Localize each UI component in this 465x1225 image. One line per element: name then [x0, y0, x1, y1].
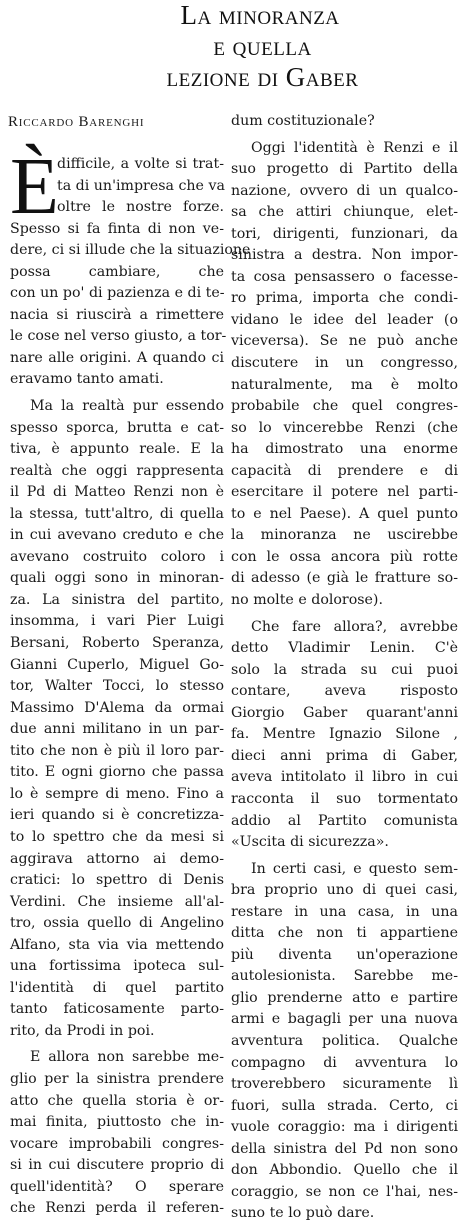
article-line: Alfano, sta via via mettendo	[10, 936, 224, 953]
article-line: cratici: lo spettro di Denis	[10, 872, 224, 889]
article-line: dum costituzionale?	[231, 113, 375, 129]
article-line: rito, da Prodi in poi.	[10, 1022, 155, 1039]
article-line: tor, Walter Tocci, lo stesso	[10, 678, 224, 695]
article-column-right	[231, 111, 458, 1225]
article-line: to lo spettro che da mesi si	[10, 828, 224, 845]
article-line: possa cambiare, che	[10, 263, 224, 280]
article-line: ieri quando si è concretizza-	[10, 807, 224, 824]
article-line: insomma, i vari Pier Luigi	[10, 613, 224, 630]
article-line: glio per la sinistra prendere	[10, 1070, 224, 1087]
article-line: «Uscita di sicurezza».	[231, 834, 389, 851]
article-line: atto che quella storia è or-	[10, 1092, 224, 1109]
article-line: tiva, è appunto reale. E la	[10, 441, 224, 458]
article-line: ha dimostrato una enorme	[231, 441, 458, 458]
article-line: contare, aveva risposto	[231, 683, 458, 700]
article-line: avventura politica. Qualche	[231, 1032, 458, 1049]
article-line: racconta il suo tormentato	[231, 790, 458, 807]
article-line: le cose nel verso giusto, a tor-	[10, 328, 227, 345]
article-line: tanto faticosamente parto-	[10, 1001, 224, 1018]
article-line: compagno di avventura lo	[231, 1054, 458, 1071]
article-line: della sinistra del Pd non sono	[231, 1140, 458, 1157]
article-line: esercitare il potere nel parti-	[231, 484, 458, 501]
article-line: Oggi l'identità è Renzi e il	[251, 139, 458, 156]
article-line: si in cui discutere proprio di	[10, 1157, 224, 1174]
article-line: tito che non è più il loro par-	[10, 742, 224, 759]
article-line: realtà che oggi rappresenta	[10, 462, 224, 479]
article-line: Verdini. Che insieme all'al-	[10, 893, 224, 910]
article-line: to e nel Paese). A quel punto	[231, 505, 458, 522]
article-line: coraggio, se non ce l'hai, nes-	[231, 1183, 458, 1200]
article-line: suno te lo può dare.	[231, 1205, 375, 1222]
article-line: la stessa, tutt'altro, di quella	[10, 505, 224, 522]
article-line: armi e bagagli per una nuova	[231, 1011, 458, 1028]
article-line: Ma la realtà pur essendo	[30, 398, 224, 415]
article-line: nare alle origini. A quando ci	[10, 349, 224, 366]
headline-line-1: La minoranza	[180, 0, 340, 30]
article-line: addio al Partito comunista	[231, 812, 458, 829]
article-line: za. La sinistra del partito,	[10, 591, 224, 608]
article-line: difficile, a volte si trat-	[57, 156, 224, 172]
article-line: dere, ci si illude che la situazione	[10, 242, 251, 259]
article-line: In certi casi, e questo sem-	[251, 860, 458, 877]
article-line: ditta che non ti appartiene	[231, 925, 458, 942]
article-line: fuori, sulla strada. Certo, ci	[231, 1097, 458, 1114]
article-line: tori, dirigenti, funzionari, da	[231, 225, 458, 242]
headline	[0, 0, 465, 93]
article-line: l'identità di quel partito	[10, 979, 224, 996]
article-line: sinistra a destra. Non impor-	[231, 247, 458, 264]
article-line: quell'identità? O sperare	[10, 1178, 224, 1195]
article-line: avevano costruito coloro i	[10, 548, 224, 565]
article-line: dieci anni prima di Gaber,	[231, 747, 458, 764]
article-line: Massimo D'Alema da ormai	[10, 699, 224, 716]
article-line: tito. E ogni giorno che passa	[10, 764, 224, 781]
article-line: suo progetto di Partito della	[231, 161, 458, 178]
article-line: so lo vincerebbe Renzi (che	[231, 419, 458, 436]
article-line: viceversa). Se ne può anche	[231, 333, 458, 350]
article-line: che Renzi perda il referen-	[10, 1200, 224, 1217]
article-line: due anni militano in un par-	[10, 721, 224, 738]
article-line: sa che attiri chiunque, elet-	[231, 204, 458, 221]
article-line: più diventa un'operazione	[231, 946, 458, 963]
article-line: autolesionista. Sarebbe me-	[231, 968, 458, 985]
article-line: tro, ossia quello di Angelino	[10, 915, 224, 932]
article-line: di adesso (e già le fratture so-	[231, 570, 458, 587]
headline-line-3: lezione di Gaber	[166, 62, 359, 92]
article-line: lo è sempre di meno. Fino a	[10, 785, 224, 802]
article-line: vidano le idee del leader (o	[231, 311, 458, 328]
article-line: la minoranza ne uscirebbe	[231, 527, 458, 544]
headline-line-2: e quella	[213, 31, 312, 61]
article-line: mai finita, piuttosto che in-	[10, 1114, 224, 1131]
article-line: solo la strada su cui puoi	[231, 661, 458, 678]
article-line: probabile che quel congres-	[231, 398, 458, 415]
article-line: ta di un'impresa che va	[57, 177, 225, 194]
article-line: ro prima, importa che condi-	[231, 290, 458, 307]
article-line: Gianni Cuperlo, Miguel Go-	[10, 656, 224, 673]
article-line: glio prenderne atto e partire	[231, 989, 458, 1006]
article-line: Bersani, Roberto Speranza,	[10, 635, 224, 652]
article-line: E allora non sarebbe me-	[30, 1049, 224, 1066]
article-line: troverebbero sicuramente lì	[231, 1076, 458, 1093]
article-line: restare in una casa, in una	[231, 903, 458, 920]
article-line: bra proprio uno di quei casi,	[231, 882, 458, 899]
article-line: il Pd di Matteo Renzi non è	[10, 484, 224, 501]
article-line: ta cosa pensassero o facesse-	[231, 268, 458, 285]
article-line: nacia si riuscirà a rimettere	[10, 306, 224, 323]
article-line: don Abbondio. Quello che il	[231, 1162, 458, 1179]
article-line: spesso sporca, brutta e cat-	[10, 419, 224, 436]
article-line: con un po' di pazienza e di te-	[10, 285, 225, 302]
author-byline: Riccardo Barenghi	[8, 114, 145, 130]
article-line: Spesso si fa finta di non ve-	[10, 220, 224, 237]
article-line: quali oggi sono in minoran-	[10, 570, 224, 587]
article-line: oltre le nostre forze.	[57, 199, 224, 216]
article-line: aveva intitolato il libro in cui	[231, 769, 458, 786]
article-line: una fortissima ipoteca sul-	[10, 958, 224, 975]
article-line: Che fare allora?, avrebbe	[251, 618, 458, 635]
article-line: aggirava attorno ai demo-	[10, 850, 224, 867]
article-line: naturalmente, ma è molto	[231, 376, 458, 393]
article-line: eravamo tanto amati.	[10, 371, 164, 388]
article-line: discutere in un congresso,	[231, 355, 458, 372]
article-line: Giorgio Gaber quarant'anni	[231, 704, 458, 721]
article-line: fa. Mentre Ignazio Silone ,	[231, 726, 458, 743]
article-line: vuole coraggio: ma i dirigenti	[231, 1119, 458, 1136]
article-line: nazione, ovvero di un qualco-	[231, 182, 458, 199]
drop-cap: È	[10, 143, 59, 231]
article-line: vocare improbabili congres-	[10, 1135, 224, 1152]
article-line: con le ossa ancora più rotte	[231, 548, 458, 565]
article-line: no molte e dolorose).	[231, 592, 383, 609]
article-line: in cui avevano creduto e che	[10, 527, 224, 544]
article-line: capacità di prendere e di	[231, 462, 458, 479]
article-column-left	[10, 154, 251, 1220]
article-line: detto Vladimir Lenin. C'è	[231, 640, 458, 657]
